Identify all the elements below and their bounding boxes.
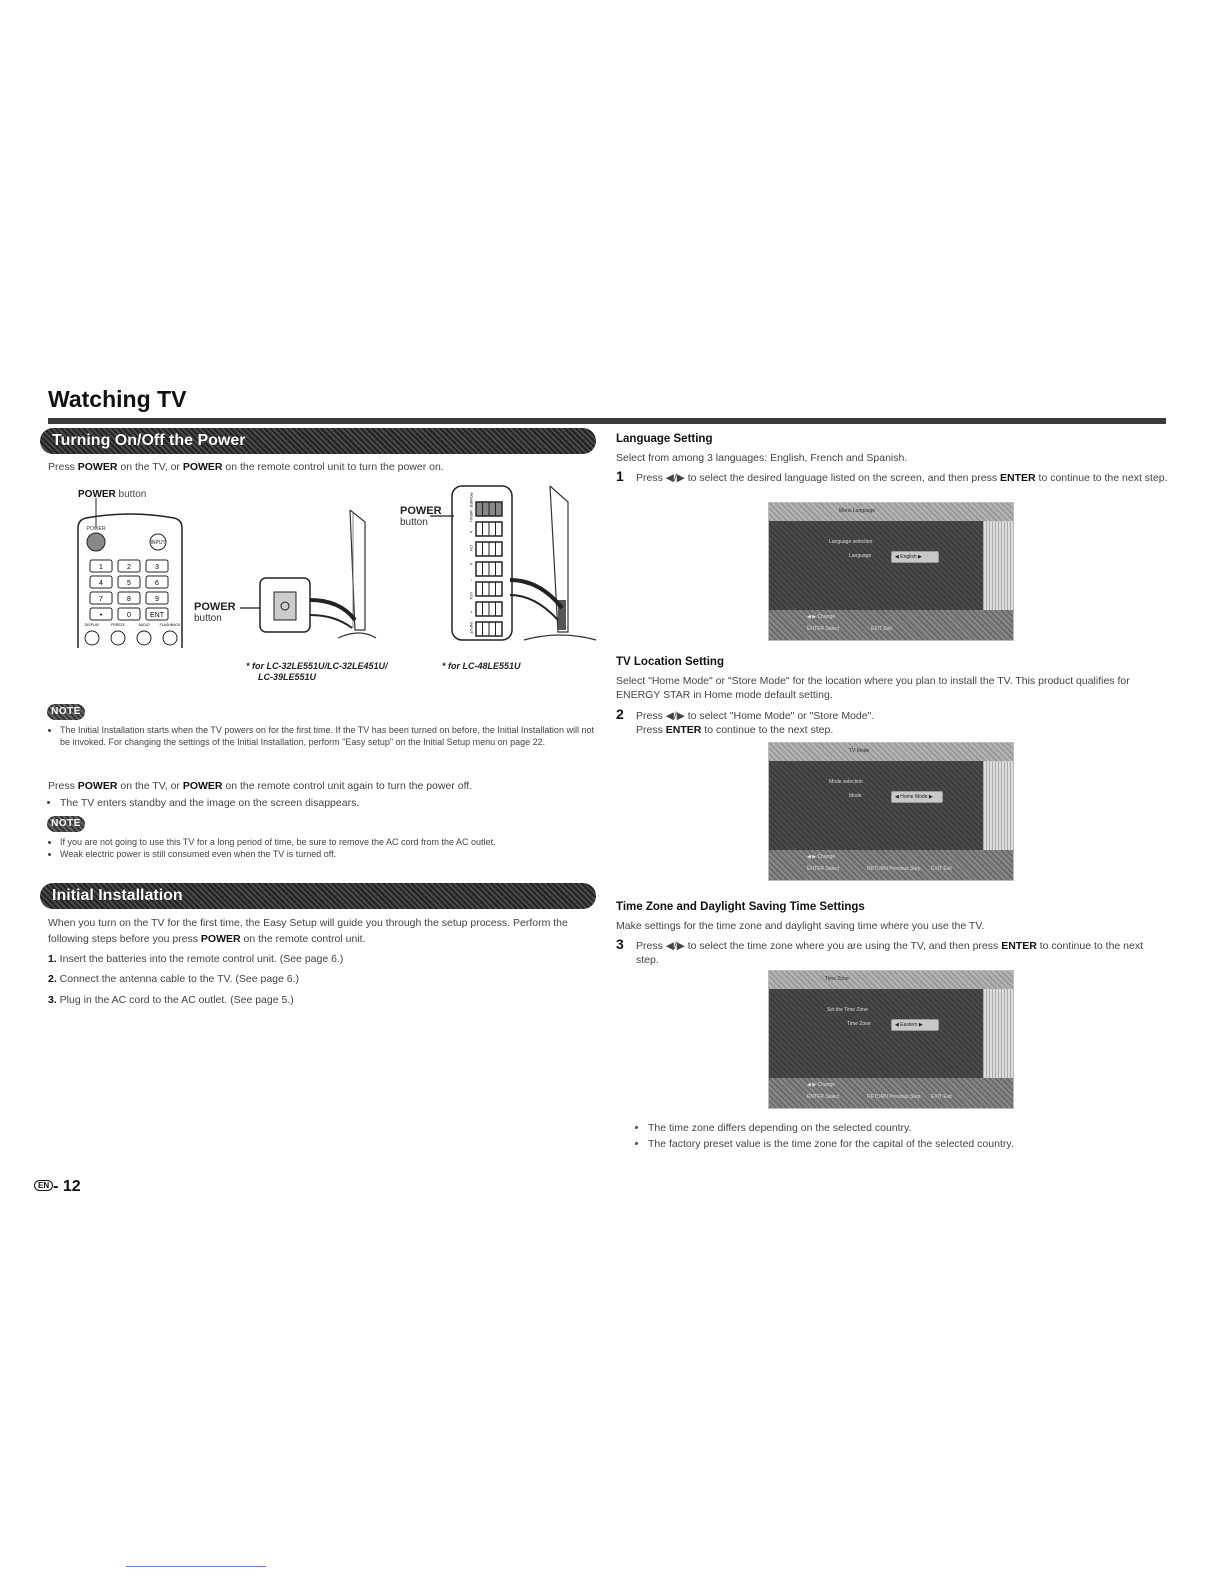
location-step-a: Press [636,724,666,736]
screen-header [769,743,1013,761]
footer-rule [126,1566,266,1567]
remote-round-button [163,631,177,645]
remote-bottom-label: AUDIO [138,623,150,627]
note-badge-2: NOTE [47,816,85,832]
side-panel-label: INPUT [469,622,474,634]
remote-bottom-label: DISPLAY [84,623,100,627]
tv2-callout-curve-2 [510,595,558,620]
tv1-body-outline [350,510,365,630]
step-text: Plug in the AC cord to the AC outlet. (See page 5.) [56,994,294,1006]
step-text: Connect the antenna cable to the TV. (See page 6.) [56,973,300,985]
screen-header [769,971,1013,989]
timezone-step-b: to continue to the next step. [636,940,1144,966]
remote-power-button-icon [87,533,105,551]
intro-power-2: POWER [182,461,223,473]
side-panel-label: + [469,610,474,614]
language-step-enter: ENTER [1000,472,1036,484]
screen-footer-3: RETURN Previous Step [867,1094,921,1100]
tv1-power-button-icon [274,592,296,620]
initial-intro-a: When you turn on the TV for the first time, the Easy Setup will guide you through the setup process. Perform the following steps before you press [48,917,568,945]
screen-body [769,761,983,850]
screen-footer-2: ENTER Select [807,866,840,872]
intro-text-b: on the TV, or [117,461,183,473]
remote-key-label: 7 [99,596,103,603]
section-bar-turning [40,428,596,454]
remote-key-label: 3 [155,564,159,571]
page-title: Watching TV [48,386,187,412]
screen-footer-4: EXIT Exit [931,1094,952,1100]
caption-models-1-line2: LC-39LE551U [258,672,317,682]
screen-footer [769,850,1013,880]
remote-input-label: INPUT [150,540,166,546]
step-num: 1. [48,953,57,965]
screen-header-text: TV Mode [849,748,870,754]
location-step-enter: ENTER [665,724,702,736]
side-panel-label: POWER [469,492,474,508]
note-1-item: • The Initial Installation starts when the TV powers on for the first time. If the TV has been turned on before, the Initial Installation will not be invoked. For changing the settings of the Initial Installation, perform "Easy setup" on the Initial Setup menu on page 22. [60,724,596,748]
timezone-bullet: • The time zone differs depending on the selected country. [648,1120,1156,1136]
screen-header [769,503,1013,521]
screen-footer-3: RETURN Previous Step [867,866,921,872]
screen-row-2: Time Zone [847,1021,871,1027]
screen-header-text: Menu Language [839,508,876,514]
page-number [34,1178,81,1196]
screen-footer [769,610,1013,640]
remote-keypad [90,560,168,620]
note-2-item: • Weak electric power is still consumed even when the TV is turned off. [60,848,596,860]
section-bar-initial [40,883,596,909]
power-off-text [48,779,598,793]
screen-selector-value: ◀ Home Mode ▶ [895,794,933,800]
language-step-num: 1 [616,468,624,484]
initial-step-3 [48,993,294,1007]
tv2-callout-curve [510,580,562,608]
tv1-stand [338,633,376,638]
tv1-power-label [194,602,236,624]
remote-key-label: ENT [150,612,164,619]
remote-key-label: 9 [155,596,159,603]
remote-key-label: 8 [127,596,131,603]
timezone-step-text [636,939,1168,967]
tv2-power-label-bold: POWER [400,505,442,517]
screen-body [769,989,983,1078]
side-panel-label: CH [469,545,474,551]
off-text-b: on the TV, or [117,780,183,792]
initial-step-1 [48,952,343,966]
location-desc: Select "Home Mode" or "Store Mode" for the location where you plan to install the TV. This product qualifies for ENERGY STAR in Home mode default setting. [616,675,1130,701]
note-badge-1: NOTE [47,704,85,720]
power-off-bullet-item: • The TV enters standby and the image on the screen disappears. [60,796,598,810]
remote-round-button [85,631,99,645]
side-panel-label: MENU [469,510,474,522]
power-off-bullet [48,796,598,810]
timezone-bullet: • The factory preset value is the time zone for the capital of the selected country. [648,1136,1156,1152]
step-text: Insert the batteries into the remote control unit. (See page 6.) [56,953,344,965]
screen-footer-3: EXIT Exit [871,626,892,632]
screen-header-text: Time Zone [825,976,849,982]
timezone-step-num: 3 [616,936,624,952]
initial-intro-b: on the remote control unit. [240,933,366,945]
section-heading-initial: Initial Installation [52,887,183,904]
remote-key-label: 0 [127,612,131,619]
screen-footer-1: ◀ ▶ Change [807,854,835,860]
side-panel-label: − [469,578,474,582]
timezone-heading: Time Zone and Daylight Saving Time Settings [616,901,865,913]
screen-row-1: Set the Time Zone [827,1007,868,1013]
remote-power-label-bold: POWER [78,489,116,500]
timezone-desc: Make settings for the time zone and daylight saving time where you use the TV. [616,920,985,932]
off-text-c: on the remote control unit again to turn the power off. [222,780,473,792]
screen-footer-2: ENTER Select [807,626,840,632]
title-rule [48,418,1166,424]
tv1-power-label-bold: POWER [194,601,236,613]
side-panel-label: ∨ [469,562,474,566]
timezone-bullets [636,1120,1156,1152]
remote-key-label: 4 [99,580,103,587]
tv1-power-label-rest: button [194,613,222,624]
section-heading-turning: Turning On/Off the Power [52,432,246,449]
note-1-text [48,724,596,748]
remote-key-label: 1 [99,564,103,571]
screen-selector-value: ◀ Eastern ▶ [895,1022,923,1028]
screen-row-1: Mode selection [829,779,863,785]
screen-row-2: Language [849,553,872,559]
caption-models-1 [246,661,388,683]
screen-selector [891,1019,939,1031]
remote-key-label: 5 [127,580,131,587]
remote-round-button [111,631,125,645]
step-num: 2. [48,973,57,985]
remote-bottom-label: FLASHBACK [159,623,181,627]
side-panel-label: VOL [469,591,474,601]
initial-intro [48,915,596,947]
location-step-line1: Press ◀/▶ to select "Home Mode" or "Store Mode". [636,710,875,722]
caption-models-2: * for LC-48LE551U [442,661,521,671]
screen-footer-1: ◀ ▶ Change [807,1082,835,1088]
timezone-step-a: Press ◀/▶ to select the time zone where you are using the TV, and then press [636,940,1002,952]
screen-row-1: Language selection [829,539,873,545]
remote-bottom-row [85,623,181,645]
screen-selector [891,791,943,803]
language-step-text [636,471,1168,485]
tv2-power-label-rest: button [400,517,428,528]
remote-key-label: 2 [127,564,131,571]
timezone-screen [768,970,1014,1109]
screen-footer [769,1078,1013,1108]
initial-step-2 [48,972,299,986]
screen-footer-2: ENTER Select [807,1094,840,1100]
remote-power-tiny: POWER [86,526,106,532]
remote-bottom-label: FREEZE [111,623,125,627]
caption-models-1-line1: * for LC-32LE551U/LC-32LE451U/ [246,661,388,671]
remote-power-label-rest: button [115,489,147,500]
screen-row-2: Mode [849,793,862,799]
location-step-num: 2 [616,706,624,722]
language-heading: Language Setting [616,433,713,445]
remote-key-label: 6 [155,580,159,587]
location-screen [768,742,1014,881]
off-power-2: POWER [182,780,223,792]
remote-round-button [137,631,151,645]
note-2-item: • If you are not going to use this TV for a long period of time, be sure to remove the AC cord from the AC outlet. [60,836,596,848]
screen-body [769,521,983,610]
timezone-step-enter: ENTER [1001,940,1037,952]
location-step-text [636,709,1168,737]
intro-power-1: POWER [77,461,118,473]
screen-selector [891,551,939,563]
initial-intro-power: POWER [200,933,241,945]
remote-control-illustration [70,498,190,648]
off-text-a: Press [48,780,78,792]
note-2-list [48,836,596,860]
tv1-callout-curve-2 [310,615,352,628]
side-panel-label: ∧ [469,530,474,534]
remote-key-label: • [99,612,103,619]
step-num: 3. [48,994,57,1006]
tv1-callout-curve [310,600,355,620]
language-screen [768,502,1014,641]
intro-text-a: Press [48,461,78,473]
turning-intro [48,460,598,474]
screen-selector-value: ◀ English ▶ [895,554,922,560]
language-desc: Select from among 3 languages: English, French and Spanish. [616,452,908,464]
en-badge: EN [34,1180,53,1191]
screen-footer-4: EXIT Exit [931,866,952,872]
location-step-b: to continue to the next step. [701,724,834,736]
language-step-b: to continue to the next step. [1035,472,1168,484]
page-number-text: - 12 [53,1178,81,1195]
off-power-1: POWER [77,780,118,792]
language-step-a: Press ◀/▶ to select the desired language listed on the screen, and then press [636,472,1001,484]
intro-text-c: on the remote control unit to turn the power on. [222,461,444,473]
tv2-stand [524,635,596,640]
screen-footer-1: ◀ ▶ Change [807,614,835,620]
tv-small-illustration [190,500,380,650]
tv2-power-label [400,506,442,528]
location-heading: TV Location Setting [616,656,724,668]
